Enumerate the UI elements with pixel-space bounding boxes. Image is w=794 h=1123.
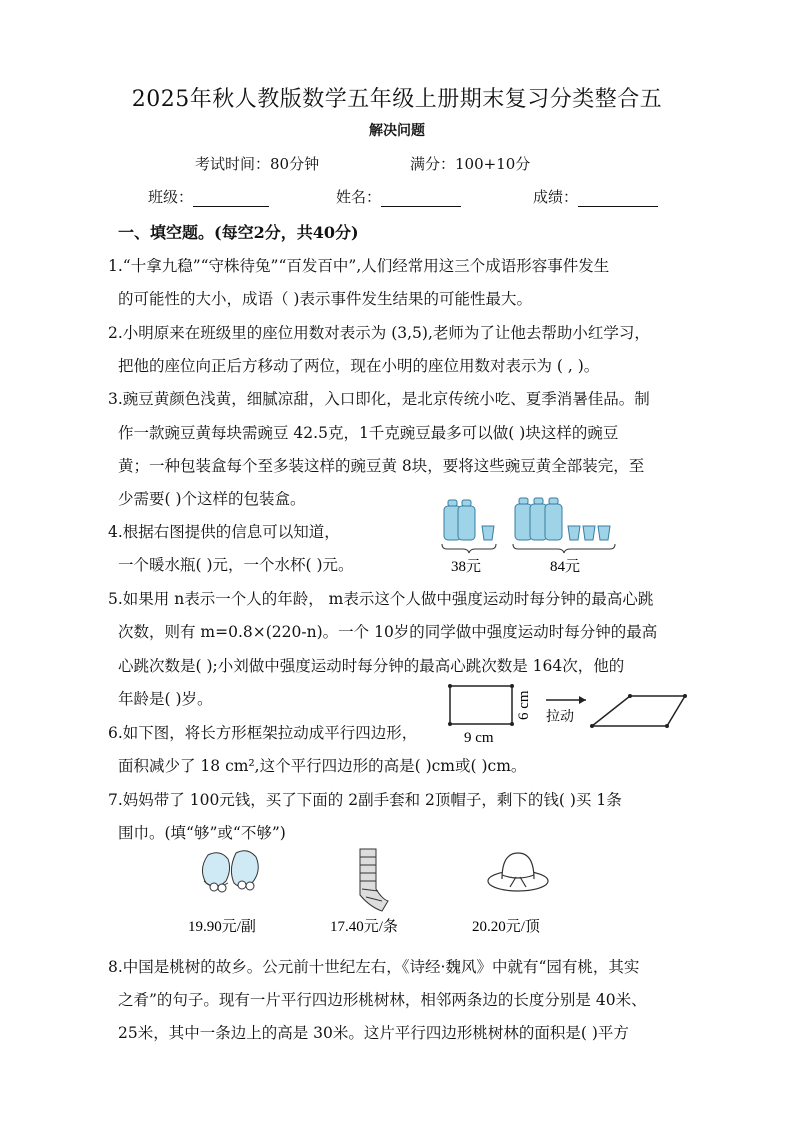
class-blank[interactable] <box>193 190 269 207</box>
q1-line2: 的可能性的大小，成语（ )表示事件发生结果的可能性最大。 <box>118 290 532 308</box>
q5-line3: 心跳次数是( );小刘做中强度运动时每分钟的最高心跳次数是 164次，他的 <box>118 657 625 675</box>
height-label: 6 cm <box>516 690 532 720</box>
q2-line2: 把他的座位向正后方移动了两位，现在小明的座位用数对表示为 ( , )。 <box>118 357 600 375</box>
price-38: 38元 <box>451 559 482 575</box>
page-subtitle: 解决问题 <box>369 123 425 139</box>
full-score: 满分：100+10分 <box>410 155 531 173</box>
class-label: 班级： <box>148 188 194 206</box>
q6-line1: 6.如下图，将长方形框架拉动成平行四边形， <box>108 724 418 742</box>
q3-line4: 少需要( )个这样的包装盒。 <box>118 490 306 508</box>
scarf-icon <box>360 849 388 911</box>
thermos-cup-figure <box>438 494 618 576</box>
q6-line2: 面积减少了 18 cm²,这个平行四边形的高是( )cm或( )cm。 <box>118 757 527 775</box>
q2-line1: 2.小明原来在班级里的座位用数对表示为 (3,5),老师为了让他去帮助小红学习， <box>108 324 650 342</box>
scarf-price: 17.40元/条 <box>330 919 398 935</box>
gloves-price: 19.90元/副 <box>188 919 256 935</box>
gloves-icon <box>202 851 258 892</box>
name-blank[interactable] <box>381 190 461 207</box>
q3-line3: 黄；一种包装盒每个至多装这样的豌豆黄 8块，要将这些豌豆黄全部装完，至 <box>118 457 645 475</box>
rectangle-to-parallelogram <box>440 680 700 746</box>
q8-line2: 之肴”的句子。现有一片平行四边形桃树林，相邻两条边的长度分别是 40米、 <box>118 991 647 1009</box>
score-field <box>533 186 658 207</box>
hat-price: 20.20元/顶 <box>472 919 540 935</box>
price-84: 84元 <box>550 559 581 575</box>
pull-label: 拉动 <box>546 709 574 725</box>
section-heading: 一、填空题。(每空2分，共40分) <box>118 223 359 242</box>
hat-icon <box>488 853 548 891</box>
gloves-scarf-hat-illustration <box>180 843 580 939</box>
q3-line1: 3.豌豆黄颜色浅黄，细腻凉甜，入口即化，是北京传统小吃、夏季消暑佳品。制 <box>108 390 650 408</box>
q5-line4: 年龄是( )岁。 <box>118 690 213 708</box>
name-field <box>336 186 461 207</box>
q1-line1: 1.“十拿九稳”“守株待兔”“百发百中”,人们经常用这三个成语形容事件发生 <box>108 257 610 275</box>
exam-time: 考试时间：80分钟 <box>195 155 320 173</box>
thermos-cup-illustration <box>438 494 618 576</box>
q4-line2: 一个暖水瓶( )元，一个水杯( )元。 <box>118 556 354 574</box>
width-label: 9 cm <box>464 730 494 746</box>
q8-line3: 25米，其中一条边上的高是 30米。这片平行四边形桃树林的面积是( )平方 <box>118 1024 629 1042</box>
rectangle-parallelogram-figure <box>440 680 700 746</box>
name-label: 姓名： <box>336 188 382 206</box>
q7-line1: 7.妈妈带了 100元钱，买了下面的 2副手套和 2顶帽子，剩下的钱( )买 1条 <box>108 791 622 809</box>
class-field <box>148 186 269 207</box>
q7-line2: 围巾。(填“够”或“不够”) <box>118 824 286 842</box>
q8-line1: 8.中国是桃树的故乡。公元前十世纪左右，《诗经·魏风》中就有“园有桃，其实 <box>108 958 640 976</box>
q3-line2: 作一款豌豆黄每块需豌豆 42.5克，1千克豌豆最多可以做( )块这样的豌豆 <box>118 424 619 442</box>
score-label: 成绩： <box>533 188 579 206</box>
page-title: 2025年秋人教版数学五年级上册期末复习分类整合五 <box>131 87 663 112</box>
q4-line1: 4.根据右图提供的信息可以知道， <box>108 523 340 541</box>
items-figure <box>180 843 580 939</box>
q5-line1: 5.如果用 n表示一个人的年龄， m表示这个人做中强度运动时每分钟的最高心跳 <box>108 590 654 608</box>
score-blank[interactable] <box>578 190 658 207</box>
q5-line2: 次数，则有 m=0.8×(220-n)。一个 10岁的同学做中强度运动时每分钟的最高 <box>118 623 658 641</box>
